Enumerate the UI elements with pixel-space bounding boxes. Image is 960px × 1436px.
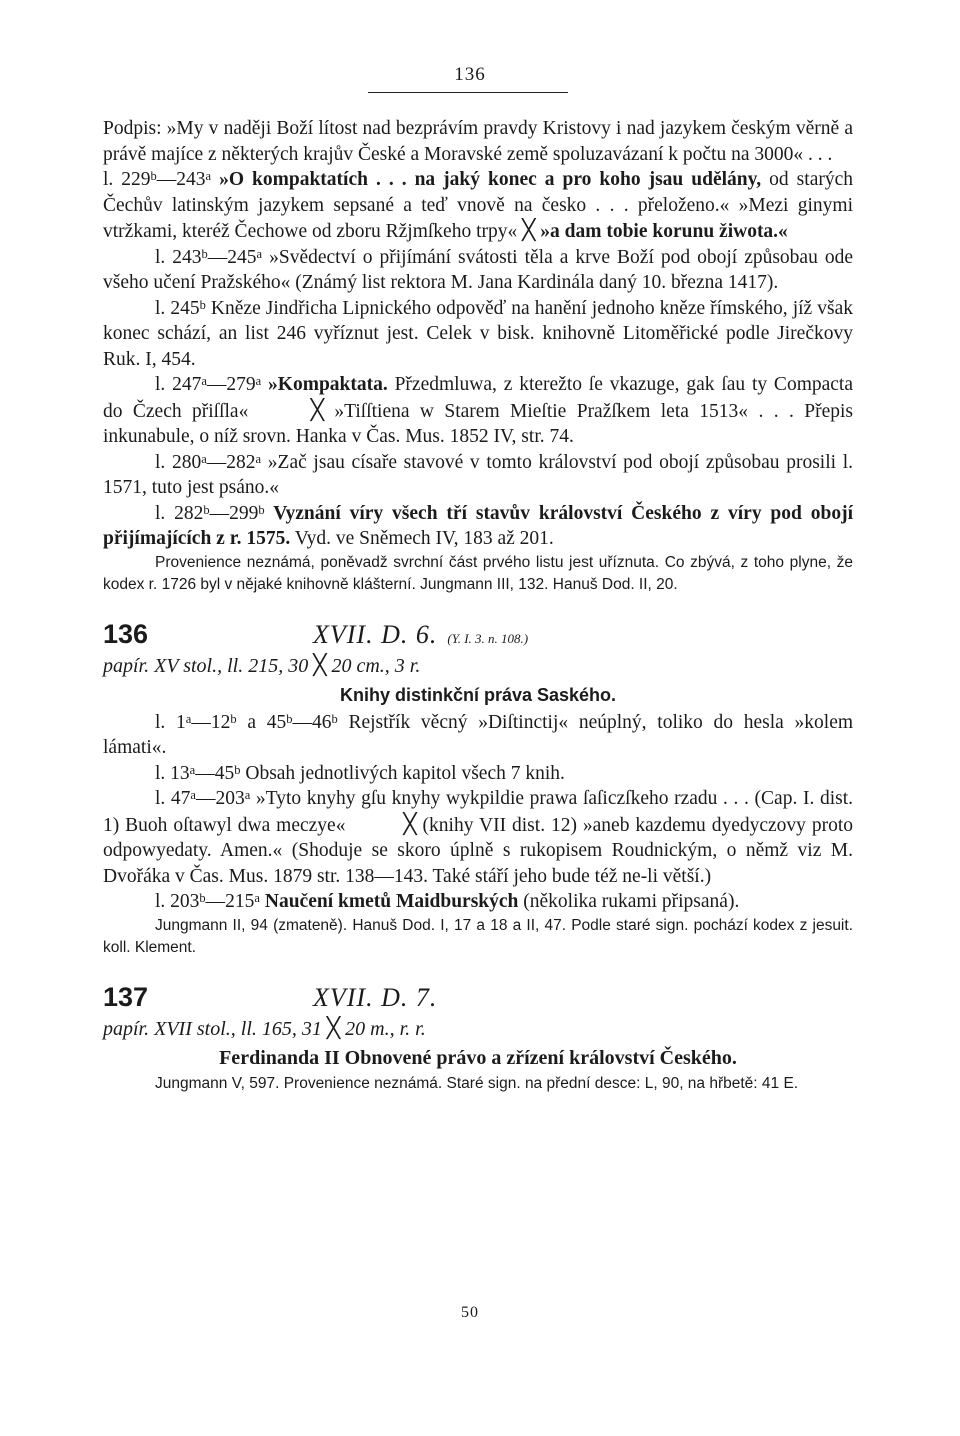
superscript: a <box>201 374 207 388</box>
superscript: b <box>199 891 206 905</box>
text: »Tyto knyhy gſu knyhy wykpildie prawa ſaſiczſkeho rzadu . . . (Cap. I. dist. 1) Buoh oſtawyl dwa meczye« <box>103 788 853 836</box>
entry-title: Ferdinanda II Obnovené právo a zřízení království Českého. <box>219 1046 737 1069</box>
text: —243 <box>156 169 206 190</box>
text: (několika rukami připsaná). <box>518 891 740 912</box>
provenance-note: Provenience neznámá, poněvadž svrchní část prvého listu jest uříznuta. Co zbývá, z toho plyne, že kodex r. 1726 byl v nějaké knihovně klášterní. Jungmann III, 132. Hanuš Dod. II, 20. <box>103 553 853 593</box>
bold-title: »Kompaktata. <box>261 374 388 395</box>
bold-title: Vyznání víry všech tří stavův království Českého z víry pod obojí přijímajících z r. 1575. <box>103 502 854 549</box>
text: l. 47 <box>155 788 191 809</box>
text: l. 245 <box>155 297 200 319</box>
header-rule <box>368 92 568 93</box>
text: Vyd. ve Sněmech IV, 183 až 201. <box>290 528 554 549</box>
old-signature: (Y. I. 3. n. 108.) <box>447 630 529 646</box>
text: l. 282 <box>155 502 204 524</box>
text: Rejstřík věcný »Diſtinctij« neúplný, toliko do hesla »kolem lámati«. <box>103 711 854 758</box>
signature-paragraph <box>103 116 853 167</box>
superscript: a <box>244 788 251 802</box>
shelf-signature: XVII. D. 7. <box>313 982 438 1012</box>
item-paragraph <box>103 501 853 552</box>
text: l. 280 <box>155 451 202 473</box>
separator-cross-icon: ╳ <box>403 812 417 836</box>
text: »Tiſſtiena w Starem Mieſtie Pražſkem leta 1513« . . . Přepis inkunabule, o níž srovn. Hanka v Čas. Mus. 1852 IV, str. 74. <box>103 400 854 447</box>
text: Podpis: »My v naději Boží lítost nad bezprávím pravdy Kristovy i nad jazykem českým věrně a právě majíce z některých krajův České a Moravské země spoluzavázaní k počtu na 3000« . . . <box>103 118 853 165</box>
superscript: b <box>199 297 206 312</box>
item-paragraph <box>103 372 853 450</box>
item-paragraph <box>103 761 853 787</box>
material-line <box>103 1015 853 1043</box>
separator-cross-icon: ╳ <box>310 398 324 422</box>
entry-number: 136 <box>103 618 149 649</box>
superscript: a <box>255 374 262 388</box>
text: —282 <box>206 451 256 473</box>
item-paragraph <box>103 167 853 245</box>
text: 20 cm., 3 r. <box>326 654 421 677</box>
superscript: a <box>189 762 196 777</box>
superscript: b <box>286 711 293 726</box>
text: —12 <box>191 711 231 733</box>
text: papír. XVII stol., ll. 165, 31 <box>103 1017 327 1040</box>
item-paragraph <box>103 710 853 761</box>
shelf-signature: XVII. D. 6. <box>313 619 438 649</box>
entry-header <box>103 982 853 1013</box>
text: l. 13 <box>155 762 190 784</box>
entry-header <box>103 619 853 650</box>
times-icon: ╳ <box>326 1016 341 1040</box>
item-paragraph <box>103 786 853 889</box>
separator-cross-icon: ╳ <box>522 219 536 242</box>
superscript: a <box>205 169 212 183</box>
text: —45 <box>195 762 235 784</box>
text: l. 203 <box>155 891 200 912</box>
superscript: b <box>150 169 157 183</box>
bold-title: Naučení kmetů Maidburských <box>259 891 519 912</box>
superscript: a <box>190 788 196 802</box>
page-number: 136 <box>454 64 486 85</box>
superscript: a <box>254 891 260 905</box>
superscript: b <box>258 502 265 517</box>
entry-title: Knihy distinkční práva Saského. <box>339 684 617 705</box>
page-content <box>103 116 853 1095</box>
text: —299 <box>209 502 259 524</box>
text: —279 <box>206 374 256 395</box>
bold-title: »O kompaktatích . . . na jaký konec a pro koho jsau udělány, <box>211 169 762 190</box>
text: papír. XV stol., ll. 215, 30 <box>103 654 314 677</box>
text: »Zač jsau císaře stavové v tomto království pod obojí způsobau prosili l. 1571, tuto jest psáno.« <box>103 451 853 498</box>
provenance-note: Jungmann V, 597. Provenience neznámá. Staré sign. na přední desce: L, 90, na hřbetě: 41 E. <box>155 1074 799 1092</box>
provenance-note: Jungmann II, 94 (zmateně). Hanuš Dod. I, 17 a 18 a II, 47. Podle staré sign. pochází kodex z jesuit. koll. Klement. <box>103 916 853 956</box>
text: l. 229 <box>103 169 151 190</box>
text: (knihy VII dist. 12) »aneb kazdemu dyedyczovy proto odpowyedaty. Amen.« (Shoduje se skoro úplně s rukopisem Roudnickým, o němž viz M. Dvořáka v Čas. Mus. 1879 str. 138—143. Také stáří jeho bude též ne-li větší.) <box>103 814 853 887</box>
text: Obsah jednotlivých kapitol všech 7 knih. <box>240 762 565 784</box>
text: Přzedmluwa, z kterežto ſe vkazuge, gak ſau ty Compacta do Čzech přiſſla« <box>103 374 853 422</box>
item-paragraph <box>103 245 853 296</box>
superscript: b <box>230 711 237 726</box>
item-paragraph <box>103 889 853 915</box>
text: —215 <box>205 891 255 912</box>
superscript: b <box>331 711 338 726</box>
superscript: a <box>185 711 192 726</box>
text: a 45 <box>236 711 287 733</box>
text: Kněze Jindřicha Lipnického odpověď na hanění jednoho kněze římského, jíž však konec schází, an list 246 vyříznut jest. Celek v bisk. knihovně Litoměřické podle Jirečkovy Ruk. I, 454. <box>103 297 853 370</box>
text: »Svědectví o přijímání svátosti těla a krve Boží pod obojí způsobau ode všeho učení Pražského« (Známý list rektora M. Jana Kardinála daný 10. března 1417). <box>103 246 853 293</box>
superscript: a <box>255 451 262 466</box>
text: l. 247 <box>155 374 202 395</box>
material-line <box>103 652 853 680</box>
superscript: b <box>234 762 241 777</box>
text: l. 1 <box>155 711 186 733</box>
item-paragraph <box>103 450 853 501</box>
text: —203 <box>195 788 245 809</box>
item-paragraph <box>103 296 853 373</box>
text: —245 <box>207 246 257 268</box>
sheet-number: 50 <box>461 1304 479 1321</box>
text: 20 m., r. r. <box>340 1017 426 1040</box>
superscript: b <box>203 502 210 517</box>
text: »a dam tobie korunu žiwota.« <box>535 221 788 242</box>
text: l. 243 <box>155 246 202 268</box>
superscript: a <box>256 246 263 261</box>
entry-number: 137 <box>103 981 149 1012</box>
text: —46 <box>292 711 332 733</box>
text: od starých Čechův latinským jazykem sepsané a teď vnově na česko . . . přeloženo.« »Mezi ginymi vtržkami, kteréž Čechowe od zboru Ržjmſkeho trpy« <box>103 169 853 242</box>
superscript: b <box>201 246 208 261</box>
superscript: a <box>201 451 207 466</box>
times-icon: ╳ <box>313 653 327 677</box>
